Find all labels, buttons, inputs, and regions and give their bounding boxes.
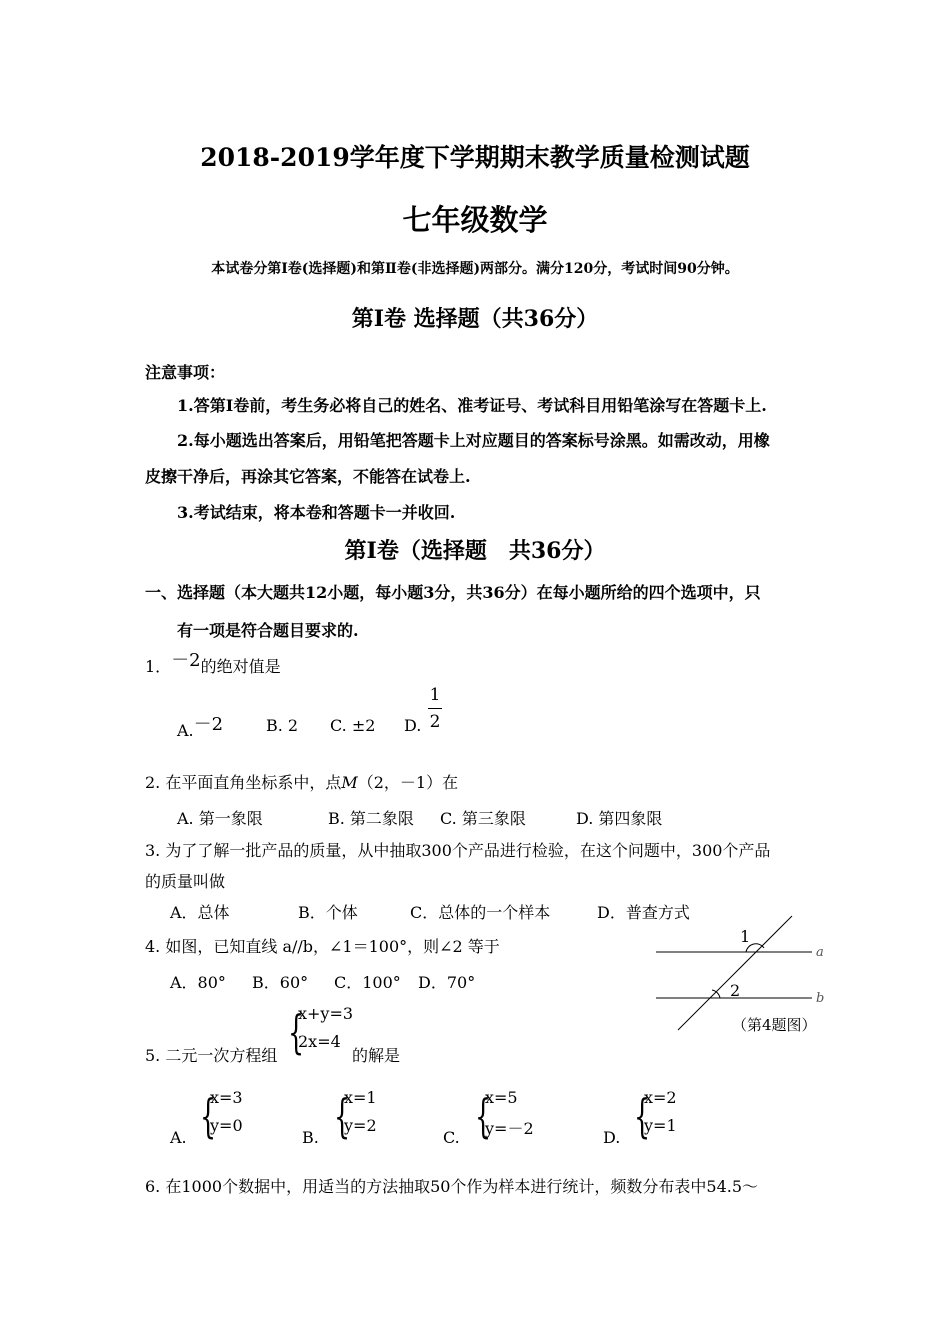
angle-2-label: 2 [730, 981, 741, 1000]
angle-1-label: 1 [740, 927, 751, 946]
q5-option-d-system[interactable] [634, 1088, 694, 1144]
q4-option-a[interactable]: A．80° [170, 973, 226, 992]
equation-1: x=3 [210, 1088, 243, 1107]
fraction-denominator: 2 [429, 712, 441, 732]
option-label: A. [177, 721, 194, 740]
q4-option-c[interactable]: C．100° [334, 973, 401, 992]
notes-heading: 注意事项： [145, 363, 226, 382]
fraction-numerator: 1 [429, 685, 441, 705]
question-2 [145, 770, 458, 793]
q2-option-a[interactable]: A. 第一象限 [177, 809, 263, 828]
question-3-line-1: 3. 为了了解一批产品的质量，从中抽取300个产品进行检验，在这个问题中，300个产品 [145, 841, 771, 860]
equation-2: 2x=4 [298, 1032, 341, 1051]
q5-option-c-system[interactable] [475, 1088, 555, 1144]
brace-glyph: { [634, 1089, 651, 1143]
q5-option-a-label[interactable]: A. [170, 1128, 187, 1147]
q5-option-d-label[interactable]: D. [603, 1128, 621, 1147]
exam-subtitle: 七年级数学 [402, 203, 548, 237]
q3-option-a[interactable]: A．总体 [170, 903, 230, 922]
q3-option-c[interactable]: C．总体的一个样本 [410, 903, 551, 922]
part-one-instruction-line-2: 有一项是符合题目要求的. [177, 621, 359, 640]
brace-glyph: { [475, 1089, 492, 1143]
q4-option-d[interactable]: D．70° [418, 973, 476, 992]
q3-option-b[interactable]: B．个体 [298, 903, 358, 922]
question-4-figure [650, 910, 840, 1044]
question-1 [145, 652, 281, 678]
brace-glyph: { [334, 1089, 351, 1143]
q1-option-a[interactable] [177, 716, 223, 742]
equation-2: y=2 [344, 1116, 377, 1135]
equation-1: x=2 [644, 1088, 677, 1107]
equation-1: x=1 [344, 1088, 377, 1107]
q1-option-d-fraction[interactable] [428, 684, 442, 733]
part-one-instruction-line-1: 一、选择题（本大题共12小题，每小题3分，共36分）在每小题所给的四个选项中，只 [145, 583, 761, 602]
q5-equation-system [288, 1004, 358, 1060]
q4-option-b[interactable]: B．60° [252, 973, 309, 992]
section-title-2: 第Ⅰ卷（选择题 共36分） [344, 538, 606, 564]
q5-option-b-system[interactable] [334, 1088, 394, 1144]
question-5-text: 5. 二元一次方程组 [145, 1046, 278, 1065]
question-4: 4. 如图，已知直线 a//b，∠1＝100°，则∠2 等于 [145, 937, 500, 956]
brace-glyph: { [200, 1089, 217, 1143]
angle-2-arc [712, 990, 720, 998]
brace-glyph: { [288, 1005, 305, 1059]
question-text-tail: （2，－1）在 [357, 773, 459, 792]
q1-option-c[interactable]: C. ±2 [330, 716, 376, 735]
question-text: 2. 在平面直角坐标系中，点 [145, 773, 342, 792]
math-expression: －2 [171, 650, 201, 671]
note-item-3: 3.考试结束，将本卷和答题卡一并收回. [177, 503, 456, 522]
line-b-label: b [816, 991, 825, 1006]
question-6: 6. 在1000个数据中，用适当的方法抽取50个作为样本进行统计，频数分布表中54.5～ [145, 1177, 759, 1196]
note-item-1: 1.答第Ⅰ卷前，考生务必将自己的姓名、准考证号、考试科目用铅笔涂写在答题卡上. [177, 396, 767, 415]
q2-option-b[interactable]: B. 第二象限 [328, 809, 414, 828]
point-variable: M [341, 773, 358, 792]
equation-2: y=1 [644, 1116, 677, 1135]
q5-option-c-label[interactable]: C. [443, 1128, 460, 1147]
q5-option-b-label[interactable]: B. [302, 1128, 319, 1147]
question-5-tail: 的解是 [352, 1046, 401, 1065]
exam-intro: 本试卷分第Ⅰ卷(选择题)和第Ⅱ卷(非选择题)两部分。满分120分，考试时间90分钟。 [211, 261, 739, 277]
equation-1: x=5 [485, 1088, 518, 1107]
q1-option-d-label[interactable]: D. [404, 716, 422, 735]
equation-2: y=－2 [485, 1119, 534, 1138]
figure-caption: （第4题图） [732, 1016, 817, 1034]
question-number: 1． [145, 657, 172, 676]
equation-2: y=0 [210, 1116, 243, 1135]
q2-option-c[interactable]: C. 第三象限 [440, 809, 526, 828]
q1-option-b[interactable]: B. 2 [266, 716, 299, 735]
transversal-line [678, 916, 792, 1030]
option-value: －2 [193, 714, 224, 735]
fraction-bar [428, 708, 442, 709]
section-title-1: 第Ⅰ卷 选择题（共36分） [351, 306, 599, 332]
question-3-line-2: 的质量叫做 [145, 872, 226, 891]
q3-option-d[interactable]: D．普查方式 [597, 903, 690, 922]
line-a-label: a [816, 945, 824, 960]
q2-option-d[interactable]: D. 第四象限 [576, 809, 663, 828]
q5-option-a-system[interactable] [200, 1088, 260, 1144]
note-item-2-line-2: 皮擦干净后，再涂其它答案，不能答在试卷上. [145, 467, 471, 486]
question-text: 的绝对值是 [200, 657, 281, 676]
note-item-2-line-1: 2.每小题选出答案后，用铅笔把答题卡上对应题目的答案标号涂黑。如需改动，用橡 [177, 431, 770, 450]
exam-title: 2018-2019学年度下学期期末教学质量检测试题 [200, 143, 750, 172]
equation-1: x+y=3 [298, 1004, 354, 1023]
